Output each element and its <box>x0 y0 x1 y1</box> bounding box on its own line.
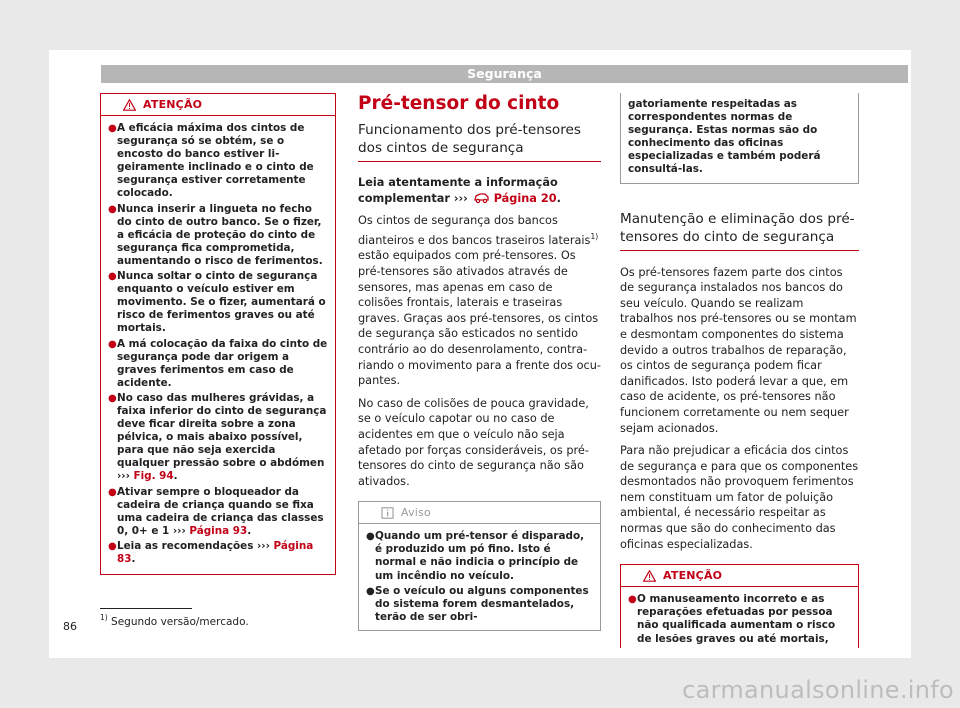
note-list <box>359 524 600 630</box>
section-header-bar <box>101 65 908 83</box>
list-item: ● Leia as recomendações ››› Página 83. <box>108 539 314 565</box>
body-paragraph-4: Para não prejudicar a eficácia dos cintos de segurança e para que os componentes desmontados não provoquem ferimentos nem constituam um fator de poluição ambiental, é necessário respeitar as normas que são do conhecimento das oficinas especializadas. <box>620 444 859 551</box>
reference-arrows: ››› <box>257 539 270 552</box>
left-column <box>100 93 336 575</box>
footnote-ref: 1) <box>590 231 599 241</box>
warning-triangle-icon <box>123 99 136 111</box>
lead-paragraph: Leia atentamente a informação complementar ››› Página 20. <box>358 176 561 205</box>
reference-arrows: ››› <box>453 191 468 205</box>
note-title: Aviso <box>401 506 431 520</box>
reference-arrows: ››› <box>172 524 186 537</box>
right-column <box>620 93 859 648</box>
car-manual-icon <box>472 191 490 204</box>
reference-arrows: ››› <box>117 470 130 483</box>
warning-title-2: ATENÇÃO <box>663 569 723 583</box>
watermark: carmanualsonline.info <box>682 676 954 704</box>
body-paragraph-3: Os pré-tensores fazem parte dos cintos de segurança instalados nos bancos do seu veículo. Quando se realizam trabalhos nos pré-tensores ou se montam e desmontam componentes do sistema devido a outros trabalhos de reparação, os cintos de segurança podem ficar danificados. Isto poderá levar a que, em caso de acidente, os pré-tensores não funcionem corretamente ou nem sequer sejam acionados. <box>620 265 857 435</box>
page-link[interactable]: Página 83 <box>117 539 314 565</box>
warning-list <box>101 116 335 574</box>
list-item: ● A eficácia máxima dos cintos de segurança só se obtém, se o encosto do banco estiver ligeiramente inclinado e o cinto de segurança estiver corretamente colocado. <box>108 122 314 200</box>
warning-title: ATENÇÃO <box>143 98 203 111</box>
middle-column <box>358 93 601 631</box>
chapter-title: Pré-tensor do cinto <box>358 93 560 114</box>
section-subtitle: Funcionamento dos pré-tensores dos cintos de segurança <box>358 122 581 156</box>
list-item: ● Nunca inserir a lingueta no fecho do cinto de outro banco. Se o fizer, a eficácia de proteção do cinto de segurança fica comprometida, aumentando o risco de ferimentos. <box>108 202 323 267</box>
note-box <box>358 501 601 631</box>
warning-list-2 <box>621 587 858 647</box>
warning-triangle-icon <box>643 570 656 582</box>
page-link[interactable]: Fig. 94 <box>133 470 174 483</box>
list-item: ● Se o veículo ou alguns componentes do sistema forem desmantelados, terão de ser obri- <box>366 584 589 623</box>
page-link[interactable]: Página 93 <box>189 524 248 537</box>
page-link[interactable]: Página 20 <box>493 191 557 205</box>
warning-box-2 <box>620 564 859 647</box>
warning-box-header <box>101 94 335 116</box>
list-item: ● Nunca soltar o cinto de segurança enquanto o veículo estiver em movimento. Se o fizer, aumentará o risco de ferimentos graves ou até mortais. <box>108 270 326 335</box>
info-note-icon <box>381 507 394 519</box>
section-heading: Manutenção e eliminação dos pré-tensores do cinto de segurança <box>620 210 855 245</box>
list-item: ● O manuseamento incorreto e as reparações efetuadas por pessoa não qualificada aumentam o risco de lesões graves ou até mortais, <box>628 593 836 645</box>
section-title: Segurança <box>467 66 542 81</box>
footnote-rule <box>100 608 192 609</box>
manual-page <box>49 50 911 658</box>
heading-rule <box>620 250 859 251</box>
note-box-continued <box>620 93 859 184</box>
subtitle-rule <box>358 161 601 162</box>
footnote: $^{1)}$ Segundo versão/mercado. <box>100 613 249 628</box>
list-item: ● No caso das mulheres grávidas, a faixa inferior do cinto de segurança deve ficar direita sobre a zona pélvica, o mais abaixo possível, para que não seja exercida qualquer pressão sobre o abdómen ››› Fig. 94. <box>108 391 327 483</box>
body-paragraph-1: Os cintos de segurança dos bancos dianteiros e dos bancos traseiros laterais$^{1)}$ estão equipados com pré-tensores. Os pré-tensores são ativados através de sensores, mas apenas em caso de colisões frontais, laterais e traseiras graves. Graças aos pré-tensores, os cintos de segurança são esticados no sentido contrário ao do desenrolamento, contrariando o movimento para a frente dos ocupantes. <box>358 214 601 388</box>
note-box-header <box>359 502 600 524</box>
warning-box <box>100 93 336 575</box>
note-continued-text: gatoriamente respeitadas as correspondentes normas de segurança. Estas normas são do conhecimento das oficinas especializadas e também poderá consultá-las. <box>628 98 821 176</box>
list-item: ● A má colocação da faixa do cinto de segurança pode dar origem a graves ferimentos em caso de acidente. <box>108 337 328 389</box>
warning-box-2-header <box>621 565 858 587</box>
list-item: ● Quando um pré-tensor é disparado, é produzido um pó fino. Isto é normal e não indicia o princípio de um incêndio no veículo. <box>366 530 585 582</box>
list-item: ● Ativar sempre o bloqueador da cadeira de criança quando se fixa uma cadeira de criança das classes 0, 0+ e 1 ››› Página 93. <box>108 485 324 537</box>
page-number: 86 <box>63 620 77 633</box>
body-paragraph-2: No caso de colisões de pouca gravidade, se o veículo capotar ou no caso de acidentes em que o veículo não seja afetado por forças consideráveis, os pré-tensores do cinto de segurança não são ativados. <box>358 396 589 488</box>
